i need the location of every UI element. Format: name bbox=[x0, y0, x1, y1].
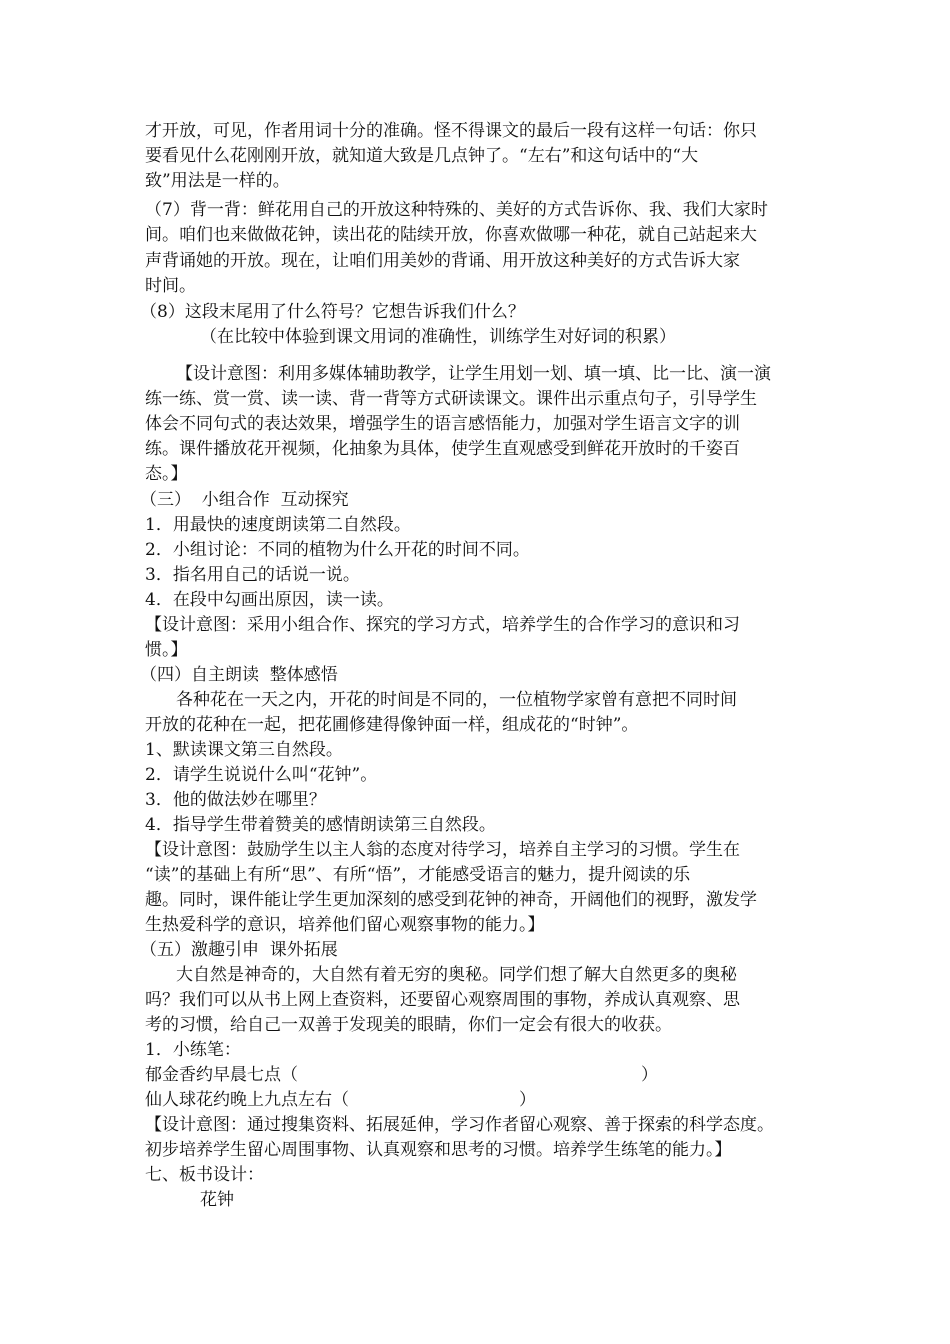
text-line-14: 态。】 bbox=[145, 464, 188, 484]
text-line-7: 时间。 bbox=[145, 276, 196, 296]
design-intent-line-1: 【设计意图：利用多媒体辅助教学，让学生用划一划、填一填、比一比、演一演 bbox=[176, 364, 771, 384]
board-title: 花钟 bbox=[200, 1190, 234, 1210]
list-item: 2．请学生说说什么叫“花钟”。 bbox=[145, 765, 378, 785]
text-line-6: 声背诵她的开放。现在，让咱们用美妙的背诵、用开放这种美好的方式告诉大家 bbox=[145, 251, 740, 271]
section-heading-3: （三） 小组合作 互动探究 bbox=[140, 490, 349, 510]
paragraph-line: 吗？我们可以从书上网上查资料，还要留心观察周围的事物，养成认真观察、思 bbox=[145, 990, 740, 1010]
text-line-41: 初步培养学生留心周围事物、认真观察和思考的习惯。培养学生练笔的能力。】 bbox=[145, 1140, 732, 1160]
list-item: 3．他的做法妙在哪里？ bbox=[145, 790, 326, 810]
design-intent-line-2: 【设计意图：采用小组合作、探究的学习方式，培养学生的合作学习的意识和习 bbox=[145, 615, 740, 635]
text-line-13: 练。课件播放花开视频，化抽象为具体，使学生直观感受到鲜花开放时的千姿百 bbox=[145, 439, 740, 459]
fill-blank-line-1: 郁金香约早晨七点（ bbox=[145, 1065, 298, 1085]
text-line-32: 生热爱科学的意识，培养他们留心观察事物的能力。】 bbox=[145, 915, 545, 935]
paragraph-line: 各种花在一天之内，开花的时间是不同的，一位植物学家曾有意把不同时间 bbox=[176, 690, 737, 710]
section-heading-7: 七、板书设计： bbox=[145, 1165, 264, 1185]
section-heading-4: （四）自主朗读 整体感悟 bbox=[140, 665, 338, 685]
list-item: 4．在段中勾画出原因，读一读。 bbox=[145, 590, 394, 610]
paragraph-line: 大自然是神奇的，大自然有着无穷的奥秘。同学们想了解大自然更多的奥秘 bbox=[176, 965, 737, 985]
text-line-30: “读”的基础上有所“思”、有所“悟”，才能感受语言的魅力，提升阅读的乐 bbox=[145, 865, 691, 885]
section-heading-5: （五）激趣引申 课外拓展 bbox=[140, 940, 338, 960]
list-item: 4．指导学生带着赞美的感情朗读第三自然段。 bbox=[145, 815, 496, 835]
design-intent-line-3: 【设计意图：鼓励学生以主人翁的态度对待学习，培养自主学习的习惯。学生在 bbox=[145, 840, 740, 860]
fill-blank-close-1: ） bbox=[641, 1065, 658, 1085]
design-intent-line-4: 【设计意图：通过搜集资料、拓展延伸，学习作者留心观察、善于探索的科学态度。 bbox=[145, 1115, 774, 1135]
list-item: 1、默读课文第三自然段。 bbox=[145, 740, 343, 760]
text-line-1: 才开放，可见，作者用词十分的准确。怪不得课文的最后一段有这样一句话：你只 bbox=[145, 121, 757, 141]
paragraph-line: 考的习惯，给自己一双善于发现美的眼睛，你们一定会有很大的收获。 bbox=[145, 1015, 672, 1035]
text-line-21: 惯。】 bbox=[145, 640, 188, 660]
text-line-2: 要看见什么花刚刚开放，就知道大致是几点钟了。“左右”和这句话中的“大 bbox=[145, 146, 699, 166]
text-line-11: 练一练、赏一赏、读一读、背一背等方式研读课文。课件出示重点句子，引导学生 bbox=[145, 389, 757, 409]
text-line-3: 致”用法是一样的。 bbox=[145, 171, 290, 191]
text-line-12: 体会不同句式的表达效果，增强学生的语言感悟能力，加强对学生语言文字的训 bbox=[145, 414, 740, 434]
text-line-8: （8）这段末尾用了什么符号？它想告诉我们什么？ bbox=[140, 302, 525, 322]
text-line-4: （7）背一背：鲜花用自己的开放这种特殊的、美好的方式告诉你、我、我们大家时 bbox=[145, 200, 768, 220]
text-line-9: （在比较中体验到课文用词的准确性，训练学生对好词的积累） bbox=[200, 327, 676, 347]
paragraph-line: 开放的花种在一起，把花圃修建得像钟面一样，组成花的“时钟”。 bbox=[145, 715, 639, 735]
text-line-5: 间。咱们也来做做花钟，读出花的陆续开放，你喜欢做哪一种花，就自己站起来大 bbox=[145, 225, 757, 245]
list-item: 1．用最快的速度朗读第二自然段。 bbox=[145, 515, 411, 535]
fill-blank-line-2: 仙人球花约晚上九点左右（ bbox=[145, 1090, 349, 1110]
exercise-label: 1．小练笔： bbox=[145, 1040, 241, 1060]
list-item: 3．指名用自己的话说一说。 bbox=[145, 565, 360, 585]
text-line-31: 趣。同时，课件能让学生更加深刻的感受到花钟的神奇，开阔他们的视野，激发学 bbox=[145, 890, 757, 910]
list-item: 2．小组讨论：不同的植物为什么开花的时间不同。 bbox=[145, 540, 530, 560]
fill-blank-close-2: ） bbox=[519, 1090, 536, 1110]
